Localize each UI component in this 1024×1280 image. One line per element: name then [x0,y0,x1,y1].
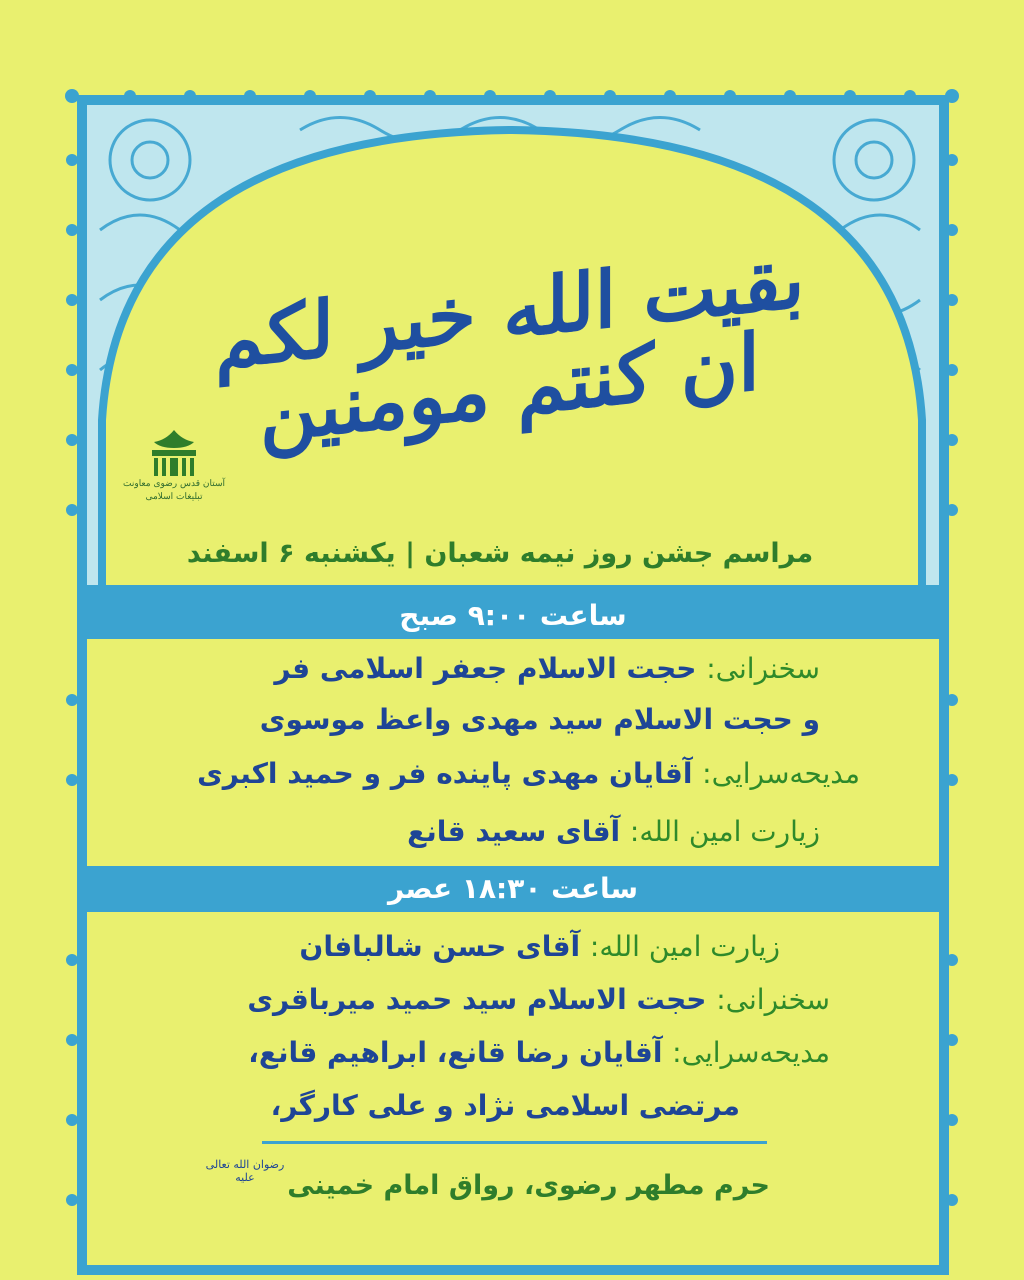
logo-caption: آستان قدس رضوی معاونت تبلیغات اسلامی [123,479,225,502]
honorific-mark: رضوان الله تعالی علیه [205,1158,285,1184]
session2-time: ساعت ۱۸:۳۰ عصر [387,872,639,905]
line-value: آقایان مهدی پاینده فر و حمید اکبری [197,757,693,790]
line-label: زیارت امین الله: [629,815,820,848]
line-value: آقایان رضا قانع، ابراهیم قانع، [248,1036,663,1069]
session1-line-4 [120,815,820,848]
line-value: حجت الاسلام جعفر اسلامی فر [274,652,697,685]
session1-line-3 [100,757,860,790]
line-label: مدیحه‌سرایی: [672,1036,830,1069]
session1-time: ساعت ۹:۰۰ صبح [399,599,627,632]
line-value: آقای سعید قانع [407,815,621,848]
line-label: سخنرانی: [716,983,830,1016]
footer-divider [262,1141,767,1144]
session2-line-1 [100,930,780,963]
session2-line-4 [100,1089,740,1122]
line-label: زیارت امین الله: [589,930,780,963]
line-value: آقای حسن شالبافان [299,930,581,963]
line-value: و حجت الاسلام سید مهدی واعظ موسوی [259,703,820,736]
session1-line-1 [120,652,820,685]
session2-line-2 [100,983,830,1016]
session2-line-3 [100,1036,830,1069]
line-value: حجت الاسلام سید حمید میرباقری [247,983,707,1016]
line-label: سخنرانی: [706,652,820,685]
event-subtitle: مراسم جشن روز نیمه شعبان | یکشنبه ۶ اسفند [186,538,814,569]
session1-line-2 [120,703,820,736]
line-label: مدیحه‌سرایی: [702,757,860,790]
header-calligraphy: بقیت الله خیر لکم ان کنتم مومنین [215,234,805,461]
venue: حرم مطهر رضوی، رواق امام خمینی [287,1170,770,1201]
line-value: مرتضی اسلامی نژاد و علی کارگر، [270,1089,740,1122]
